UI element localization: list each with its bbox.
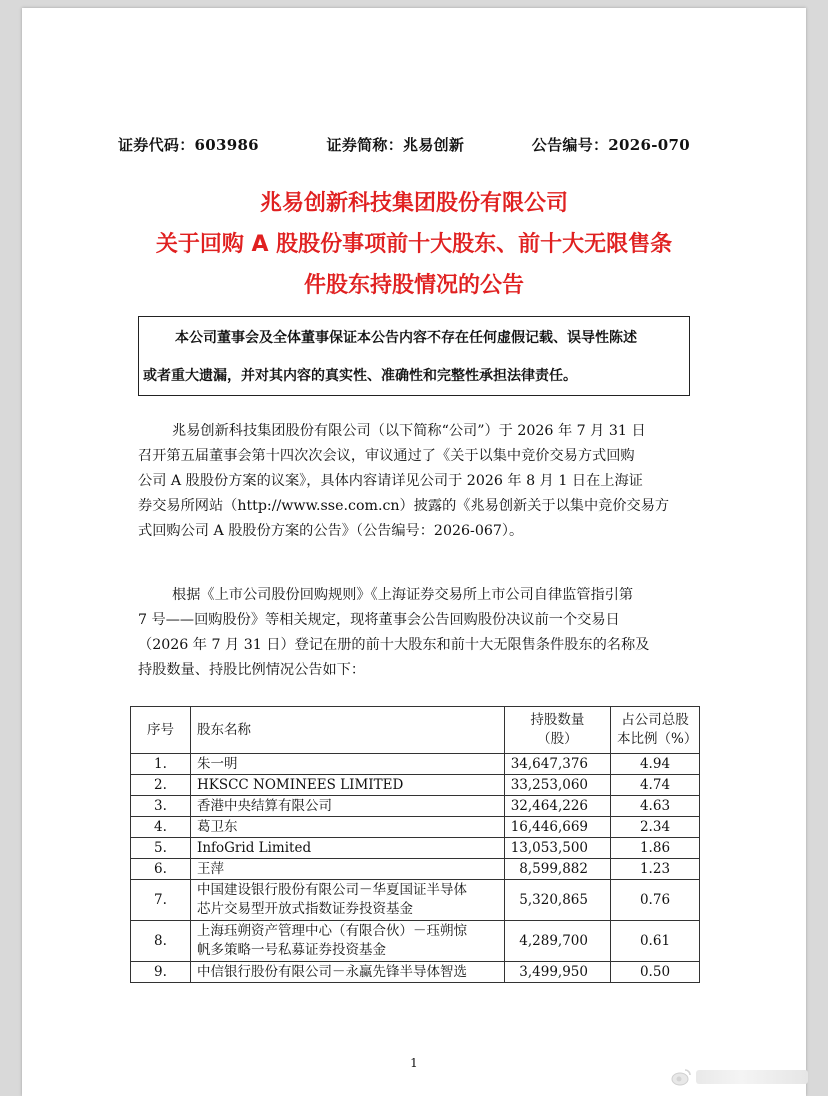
table-row [131, 921, 700, 962]
header-shares-line-1: 持股数量 [530, 712, 585, 728]
table-header-row [131, 707, 700, 754]
holder-name-line-2: 芯片交易型开放式指数证券投资基金 [197, 901, 413, 917]
paragraph-line: 7 号——回购股份》等相关规定，现将董事会公告回购股份决议前一个交易日 [138, 612, 620, 628]
shareholders-table [130, 706, 700, 983]
table-row [131, 838, 700, 859]
table-row [131, 962, 700, 983]
cell-holder-name [191, 921, 505, 962]
cell-shares: 32,464,226 [504, 796, 610, 817]
disclaimer-line-1: 本公司董事会及全体董事保证本公告内容不存在任何虚假记载、误导性陈述 [175, 330, 637, 346]
title-line-3: 件股东持股情况的公告 [303, 273, 524, 298]
paragraph-line: 式回购公司 A 股股份方案的公告》（公告编号：2026-067）。 [138, 523, 524, 539]
cell-shares: 33,253,060 [504, 775, 610, 796]
table-row [131, 880, 700, 921]
cell-shares: 3,499,950 [504, 962, 610, 983]
watermark-text-blur [696, 1070, 808, 1084]
cell-seq: 5. [131, 838, 191, 859]
security-short-name: 证券简称：兆易创新 [326, 136, 465, 154]
paragraph-line: （2026 年 7 月 31 日）登记在册的前十大股东和前十大无限售条件股东的名称及 [138, 637, 650, 653]
cell-holder-name: 中信银行股份有限公司－永赢先锋半导体智选 [191, 962, 505, 983]
paragraph-line: 公司 A 股股份方案的议案》，具体内容请详见公司于 2026 年 8 月 1 日在上海证 [138, 473, 643, 489]
cell-percent: 0.61 [611, 921, 700, 962]
cell-seq: 1. [131, 754, 191, 775]
cell-percent: 4.74 [611, 775, 700, 796]
security-code: 证券代码：603986 [118, 136, 259, 154]
paragraph-line: 召开第五届董事会第十四次次会议，审议通过了《关于以集中竞价交易方式回购 [138, 448, 635, 464]
disclaimer-line-2: 或者重大遗漏，并对其内容的真实性、准确性和完整性承担法律责任。 [143, 368, 577, 384]
header-shares [504, 707, 610, 754]
cell-percent: 1.23 [611, 859, 700, 880]
page-number: 1 [410, 1056, 418, 1070]
cell-percent: 1.86 [611, 838, 700, 859]
header-seq: 序号 [131, 707, 191, 754]
cell-seq: 7. [131, 880, 191, 921]
cell-seq: 9. [131, 962, 191, 983]
paragraph-line: 根据《上市公司股份回购规则》《上海证券交易所上市公司自律监管指引第 [172, 587, 634, 603]
holder-name-line-1: 上海珏朔资产管理中心（有限合伙）－珏朔惊 [197, 923, 467, 939]
cell-holder-name: 朱一明 [191, 754, 505, 775]
table-row [131, 796, 700, 817]
table-row [131, 754, 700, 775]
paragraph-line: 券交易所网站（http://www.sse.com.cn）披露的《兆易创新关于以集中竞价交易方 [138, 498, 670, 514]
cell-percent: 0.76 [611, 880, 700, 921]
header-percent-line-2: 本比例（%） [617, 731, 698, 747]
cell-shares: 4,289,700 [504, 921, 610, 962]
cell-seq: 2. [131, 775, 191, 796]
cell-percent: 4.63 [611, 796, 700, 817]
header-percent-line-1: 占公司总股 [621, 712, 689, 728]
paragraph-line: 持股数量、持股比例情况公告如下： [138, 662, 366, 678]
table-row [131, 775, 700, 796]
header-name: 股东名称 [191, 707, 505, 754]
cell-holder-name: 王萍 [191, 859, 505, 880]
document-header [118, 134, 690, 155]
cell-seq: 3. [131, 796, 191, 817]
cell-holder-name: 葛卫东 [191, 817, 505, 838]
cell-shares: 16,446,669 [504, 817, 610, 838]
cell-shares: 34,647,376 [504, 754, 610, 775]
cell-seq: 6. [131, 859, 191, 880]
weibo-logo-icon [670, 1066, 692, 1088]
cell-holder-name [191, 880, 505, 921]
cell-shares: 13,053,500 [504, 838, 610, 859]
notice-number: 公告编号：2026-070 [531, 136, 690, 154]
cell-percent: 4.94 [611, 754, 700, 775]
title-line-2: 关于回购 A 股股份事项前十大股东、前十大无限售条 [155, 232, 673, 257]
cell-holder-name: HKSCC NOMINEES LIMITED [191, 775, 505, 796]
cell-percent: 0.50 [611, 962, 700, 983]
title-line-1: 兆易创新科技集团股份有限公司 [259, 191, 568, 216]
cell-shares: 8,599,882 [504, 859, 610, 880]
header-shares-line-2: （股） [537, 731, 578, 747]
table-row [131, 859, 700, 880]
cell-seq: 4. [131, 817, 191, 838]
cell-holder-name: 香港中央结算有限公司 [191, 796, 505, 817]
disclaimer-box [138, 316, 690, 396]
watermark [670, 1064, 820, 1090]
cell-shares: 5,320,865 [504, 880, 610, 921]
paragraph-line: 兆易创新科技集团股份有限公司（以下简称“公司”）于 2026 年 7 月 31 日 [172, 423, 646, 439]
header-percent [611, 707, 700, 754]
paragraph-1 [138, 419, 690, 544]
cell-seq: 8. [131, 921, 191, 962]
cell-holder-name: InfoGrid Limited [191, 838, 505, 859]
holder-name-line-1: 中国建设银行股份有限公司－华夏国证半导体 [197, 882, 467, 898]
paragraph-2 [138, 583, 690, 683]
holder-name-line-2: 帆多策略一号私募证券投资基金 [197, 942, 386, 958]
cell-percent: 2.34 [611, 817, 700, 838]
table-row [131, 817, 700, 838]
